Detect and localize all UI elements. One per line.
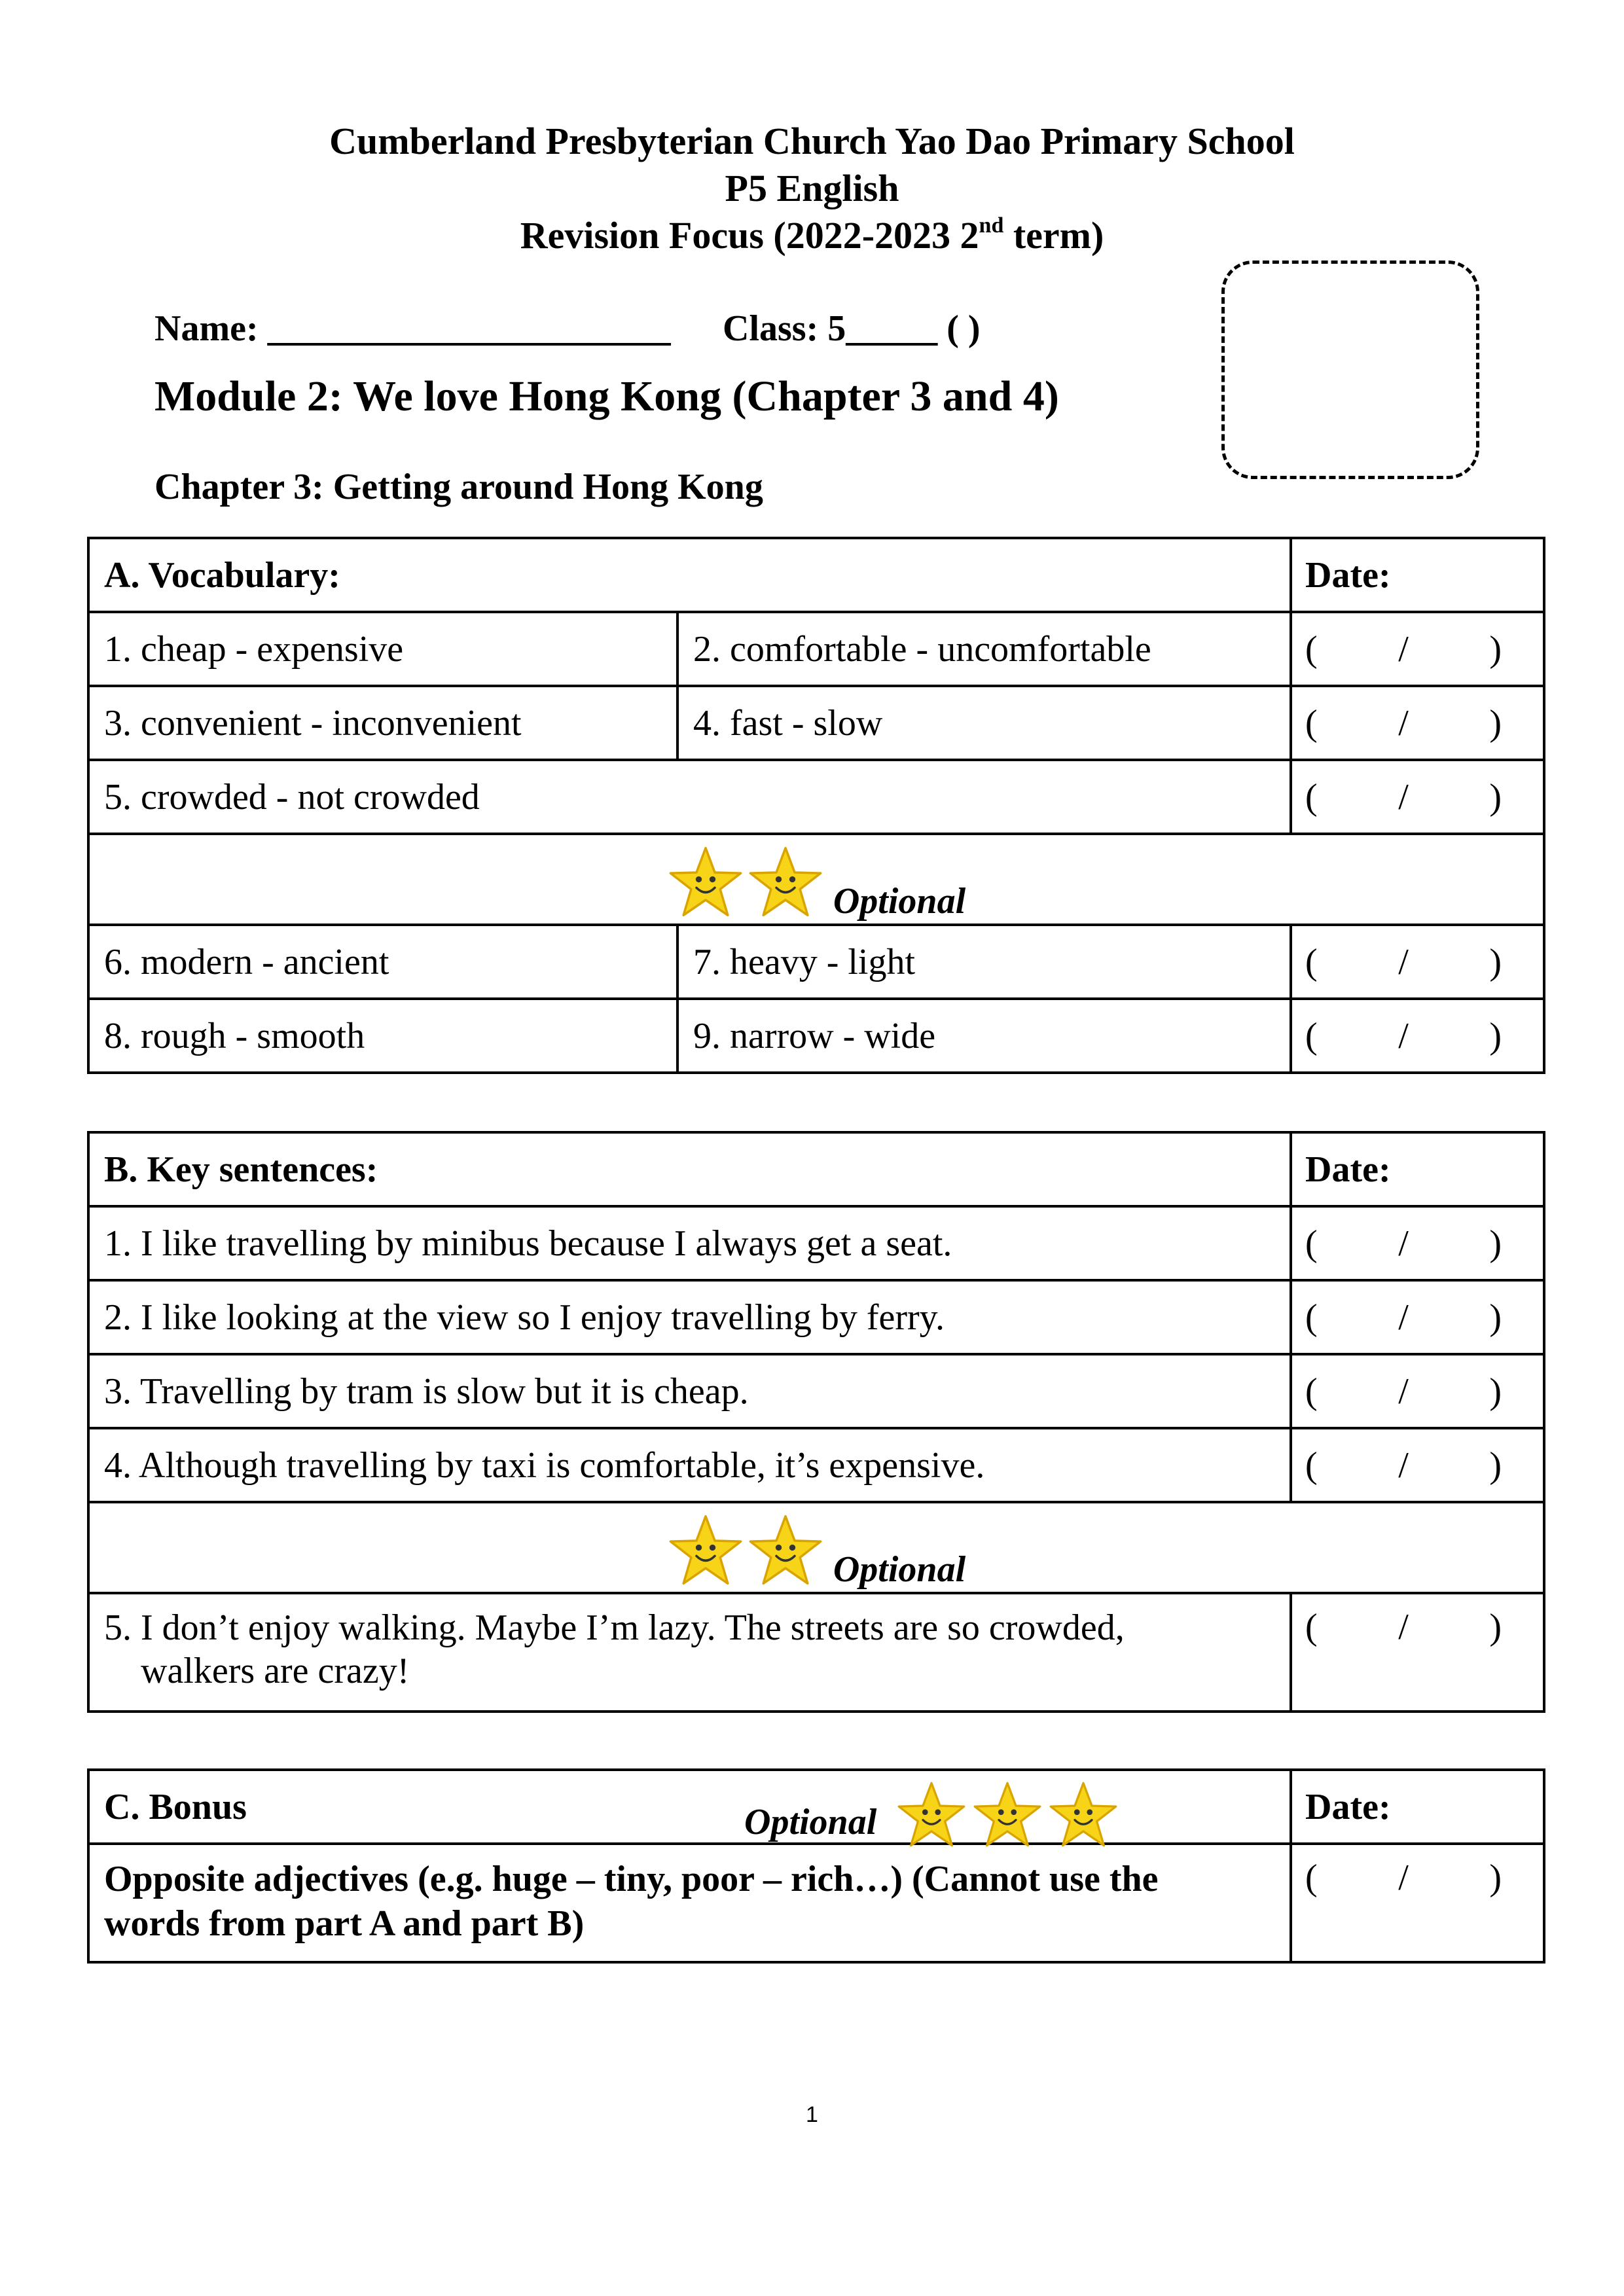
vocab-item: 1. cheap - expensive <box>88 612 677 686</box>
star-icon <box>747 845 824 918</box>
optional-row <box>88 834 1544 925</box>
vocabulary-table <box>87 537 1545 1074</box>
sentence-item: 2. I like looking at the view so I enjoy travelling by ferry. <box>88 1280 1291 1354</box>
star-icon <box>895 1780 968 1848</box>
star-icon <box>1047 1780 1120 1848</box>
date-field[interactable]: ( / ) <box>1291 1593 1544 1712</box>
date-header: Date: <box>1291 1770 1544 1844</box>
sentence-item: 4. Although travelling by taxi is comfortable, it’s expensive. <box>88 1428 1291 1502</box>
chapter-title: Chapter 3: Getting around Hong Kong <box>154 467 763 507</box>
bonus-table <box>87 1768 1545 1964</box>
vocab-item: 6. modern - ancient <box>88 925 677 999</box>
optional-row <box>88 1502 1544 1593</box>
photo-box <box>1221 260 1479 479</box>
vocab-item: 4. fast - slow <box>677 686 1291 760</box>
date-field[interactable]: ( / ) <box>1291 925 1544 999</box>
vocab-item: 8. rough - smooth <box>88 999 677 1073</box>
subject-title: P5 English <box>725 167 899 209</box>
name-field[interactable]: Name: ______________________ <box>154 308 671 349</box>
sentence-item: 5. I don’t enjoy walking. Maybe I’m lazy. The streets are so crowded, walkers are crazy! <box>88 1593 1291 1712</box>
key-sentences-table <box>87 1131 1545 1713</box>
module-title: Module 2: We love Hong Kong (Chapter 3 and 4) <box>154 372 1059 420</box>
date-field[interactable]: ( / ) <box>1291 1428 1544 1502</box>
vocabulary-heading: A. Vocabulary: <box>88 538 1291 612</box>
school-name: Cumberland Presbyterian Church Yao Dao Primary School <box>329 120 1295 162</box>
optional-label: Optional <box>833 881 966 922</box>
date-field[interactable]: ( / ) <box>1291 1206 1544 1280</box>
sentence-item: 1. I like travelling by minibus because I always get a seat. <box>88 1206 1291 1280</box>
vocab-item: 5. crowded - not crowded <box>88 760 1291 834</box>
date-field[interactable]: ( / ) <box>1291 612 1544 686</box>
date-header: Date: <box>1291 1132 1544 1206</box>
star-icons <box>895 1780 1123 1848</box>
star-icon <box>667 1513 744 1587</box>
star-icons <box>667 1513 827 1587</box>
date-field[interactable]: ( / ) <box>1291 686 1544 760</box>
key-sentences-heading: B. Key sentences: <box>88 1132 1291 1206</box>
star-icons <box>667 845 827 918</box>
date-field[interactable]: ( / ) <box>1291 1844 1544 1962</box>
page-number: 1 <box>806 2102 818 2127</box>
bonus-heading-cell <box>88 1770 1291 1844</box>
class-field[interactable]: Class: 5_____ ( ) <box>723 308 981 349</box>
optional-label: Optional <box>833 1549 966 1590</box>
bonus-heading: C. Bonus <box>104 1786 247 1827</box>
star-icon <box>747 1513 824 1587</box>
revision-title: Revision Focus (2022-2023 2nd term) <box>520 213 1104 257</box>
date-field[interactable]: ( / ) <box>1291 999 1544 1073</box>
date-header: Date: <box>1291 538 1544 612</box>
sentence-item: 3. Travelling by tram is slow but it is cheap. <box>88 1354 1291 1428</box>
vocab-item: 2. comfortable - uncomfortable <box>677 612 1291 686</box>
star-icon <box>667 845 744 918</box>
vocab-item: 7. heavy - light <box>677 925 1291 999</box>
bonus-optional: Optional <box>744 1775 1129 1843</box>
date-field[interactable]: ( / ) <box>1291 760 1544 834</box>
bonus-task: Opposite adjectives (e.g. huge – tiny, poor – rich…) (Cannot use the words from part A and part B) <box>88 1844 1291 1962</box>
vocab-item: 3. convenient - inconvenient <box>88 686 677 760</box>
vocab-item: 9. narrow - wide <box>677 999 1291 1073</box>
star-icon <box>971 1780 1044 1848</box>
date-field[interactable]: ( / ) <box>1291 1280 1544 1354</box>
date-field[interactable]: ( / ) <box>1291 1354 1544 1428</box>
